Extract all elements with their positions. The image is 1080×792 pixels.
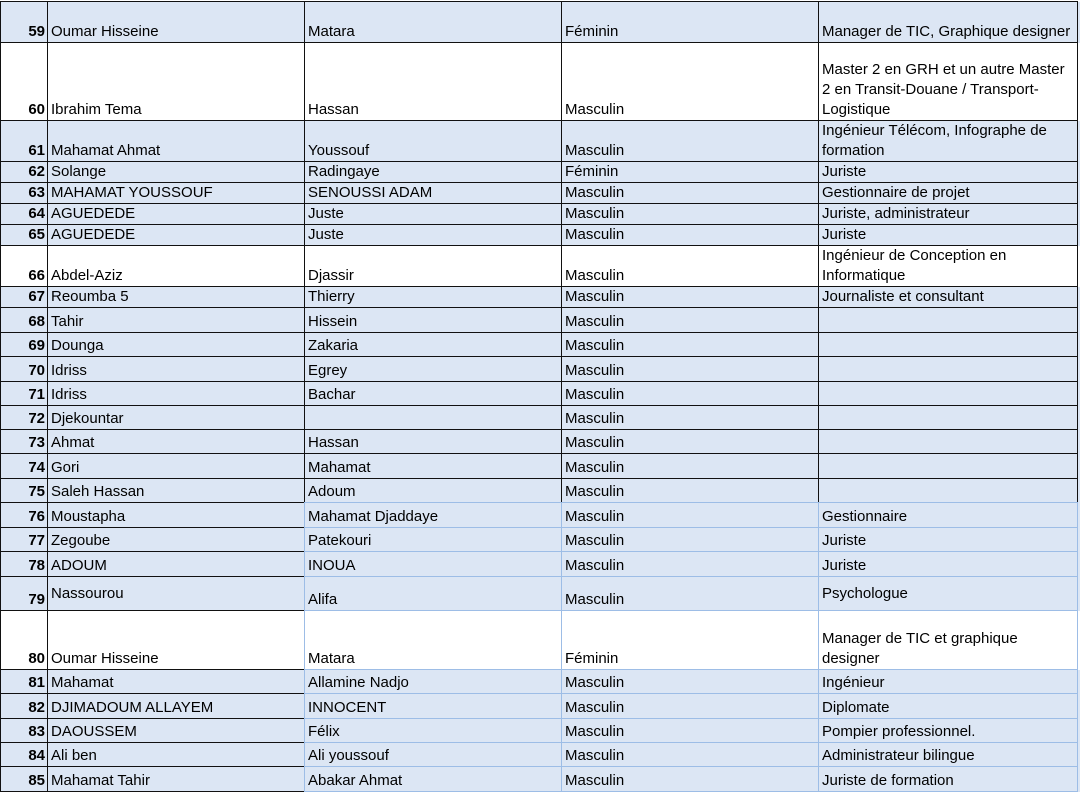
- table-row: [0, 719, 1080, 743]
- row-number-text: 85: [28, 772, 45, 789]
- gender-cell-text: Masculin: [565, 483, 625, 500]
- row-number[interactable]: [0, 405, 48, 430]
- table-row: [0, 357, 1080, 382]
- occupation-cell[interactable]: [818, 286, 1078, 308]
- occupation-cell[interactable]: [818, 693, 1078, 719]
- occupation-cell[interactable]: [818, 718, 1078, 743]
- occupation-cell-text: Manager de TIC, Graphique designer: [822, 23, 1071, 40]
- row-number-text: 70: [28, 362, 45, 379]
- gender-cell-text: Féminin: [565, 163, 619, 180]
- gender-cell-text: Masculin: [565, 747, 625, 764]
- first-name-cell[interactable]: [304, 610, 562, 670]
- table-row: [0, 2, 1080, 43]
- first-name-cell-text: SENOUSSI ADAM: [308, 184, 433, 201]
- row-number[interactable]: [0, 718, 48, 743]
- last-name-cell-text: Gori: [51, 459, 80, 476]
- last-name-cell[interactable]: [47, 478, 305, 503]
- last-name-cell-text: Ibrahim Tema: [51, 101, 142, 118]
- gender-cell[interactable]: [561, 551, 819, 577]
- gender-cell-text: Masculin: [565, 410, 625, 427]
- gender-cell[interactable]: [561, 718, 819, 743]
- gender-cell-text: Masculin: [565, 226, 625, 243]
- row-number-text: 61: [28, 142, 45, 159]
- occupation-cell-text: Gestionnaire de projet: [822, 184, 970, 201]
- gender-cell[interactable]: [561, 610, 819, 670]
- row-number[interactable]: [0, 693, 48, 719]
- last-name-cell[interactable]: [47, 551, 305, 577]
- gender-cell[interactable]: [561, 307, 819, 333]
- row-number-text: 79: [28, 591, 45, 608]
- occupation-cell-text: Ingénieur de Conception en Informatique: [822, 247, 1007, 284]
- last-name-cell[interactable]: [47, 742, 305, 767]
- row-number-text: 59: [28, 23, 45, 40]
- first-name-cell[interactable]: [304, 718, 562, 743]
- table-row: [0, 552, 1080, 577]
- row-number-text: 75: [28, 483, 45, 500]
- occupation-cell[interactable]: [818, 766, 1078, 792]
- first-name-cell-text: Juste: [308, 205, 344, 222]
- last-name-cell[interactable]: [47, 286, 305, 308]
- first-name-cell[interactable]: [304, 693, 562, 719]
- row-number[interactable]: [0, 356, 48, 382]
- gender-cell[interactable]: [561, 286, 819, 308]
- occupation-cell-text: Ingénieur: [822, 674, 885, 691]
- last-name-cell-text: Nassourou: [51, 584, 124, 602]
- occupation-cell-text: Ingénieur Télécom, Infographe de formation: [822, 122, 1047, 159]
- gender-cell[interactable]: [561, 405, 819, 430]
- last-name-cell-text: ADOUM: [51, 557, 107, 574]
- first-name-cell[interactable]: [304, 120, 562, 162]
- row-number-text: 69: [28, 337, 45, 354]
- table-row: [0, 308, 1080, 333]
- last-name-cell[interactable]: [47, 120, 305, 162]
- gender-cell[interactable]: [561, 527, 819, 552]
- row-number-text: 68: [28, 313, 45, 330]
- occupation-cell-text: Pompier professionnel.: [822, 723, 976, 740]
- row-number[interactable]: [0, 182, 48, 204]
- row-number-text: 80: [28, 650, 45, 667]
- last-name-cell[interactable]: [47, 453, 305, 479]
- gender-cell-text: Féminin: [565, 650, 619, 667]
- row-number[interactable]: [0, 224, 48, 246]
- first-name-cell-text: Patekouri: [308, 532, 372, 549]
- last-name-cell-text: Djekountar: [51, 410, 124, 427]
- gender-cell[interactable]: [561, 182, 819, 204]
- occupation-cell[interactable]: [818, 610, 1078, 670]
- table-row: [0, 670, 1080, 694]
- table-row: [0, 204, 1080, 225]
- last-name-cell-text: Saleh Hassan: [51, 483, 145, 500]
- row-number[interactable]: [0, 478, 48, 503]
- gender-cell-text: Masculin: [565, 288, 625, 305]
- gender-cell-text: Masculin: [565, 434, 625, 451]
- row-number-text: 60: [28, 101, 45, 118]
- first-name-cell-text: Matara: [308, 650, 355, 667]
- occupation-cell[interactable]: [818, 1, 1078, 43]
- row-number[interactable]: [0, 120, 48, 162]
- last-name-cell[interactable]: [47, 161, 305, 183]
- first-name-cell[interactable]: [304, 332, 562, 357]
- table-row: [0, 528, 1080, 552]
- gender-cell-text: Masculin: [565, 313, 625, 330]
- table-row: [0, 121, 1080, 162]
- table-row: [0, 479, 1080, 503]
- occupation-cell[interactable]: [818, 381, 1078, 406]
- occupation-cell-text: Juriste: [822, 532, 867, 549]
- gender-cell-text: Masculin: [565, 557, 625, 574]
- gender-cell-text: Masculin: [565, 184, 625, 201]
- gender-cell-text: Masculin: [565, 386, 625, 403]
- first-name-cell-text: Hassan: [308, 101, 359, 118]
- last-name-cell-text: Solange: [51, 163, 107, 180]
- row-number[interactable]: [0, 286, 48, 308]
- row-number-text: 77: [28, 532, 45, 549]
- gender-cell[interactable]: [561, 693, 819, 719]
- row-number[interactable]: [0, 245, 48, 287]
- last-name-cell[interactable]: [47, 429, 305, 454]
- row-number[interactable]: [0, 576, 48, 611]
- occupation-cell[interactable]: [818, 478, 1078, 503]
- row-number-text: 71: [28, 386, 45, 403]
- row-number[interactable]: [0, 307, 48, 333]
- row-number-text: 72: [28, 410, 45, 427]
- occupation-cell[interactable]: [818, 224, 1078, 246]
- last-name-cell-text: Dounga: [51, 337, 104, 354]
- last-name-cell-text: Tahir: [51, 313, 84, 330]
- table-row: [0, 246, 1080, 287]
- last-name-cell-text: Ahmat: [51, 434, 95, 451]
- occupation-cell[interactable]: [818, 669, 1078, 694]
- gender-cell[interactable]: [561, 478, 819, 503]
- gender-cell[interactable]: [561, 381, 819, 406]
- last-name-cell[interactable]: [47, 245, 305, 287]
- row-number-text: 66: [28, 267, 45, 284]
- table-row: [0, 430, 1080, 454]
- gender-cell[interactable]: [561, 332, 819, 357]
- row-number[interactable]: [0, 551, 48, 577]
- gender-cell[interactable]: [561, 120, 819, 162]
- gender-cell-text: Masculin: [565, 508, 625, 525]
- first-name-cell[interactable]: [304, 453, 562, 479]
- row-number[interactable]: [0, 203, 48, 225]
- occupation-cell[interactable]: [818, 42, 1078, 121]
- occupation-cell[interactable]: [818, 332, 1078, 357]
- row-number[interactable]: [0, 42, 48, 121]
- gender-cell[interactable]: [561, 669, 819, 694]
- last-name-cell[interactable]: [47, 669, 305, 694]
- table-row: [0, 454, 1080, 479]
- last-name-cell-text: Ali ben: [51, 747, 97, 764]
- gender-cell[interactable]: [561, 203, 819, 225]
- table-row: [0, 43, 1080, 121]
- last-name-cell[interactable]: [47, 718, 305, 743]
- row-number[interactable]: [0, 453, 48, 479]
- occupation-cell-text: Diplomate: [822, 699, 890, 716]
- first-name-cell-text: Matara: [308, 23, 355, 40]
- occupation-cell[interactable]: [818, 576, 1078, 611]
- first-name-cell-text: INNOCENT: [308, 699, 387, 716]
- first-name-cell-text: Abakar Ahmat: [308, 772, 403, 789]
- row-number-text: 76: [28, 508, 45, 525]
- row-number[interactable]: [0, 381, 48, 406]
- last-name-cell-text: Moustapha: [51, 508, 126, 525]
- first-name-cell[interactable]: [304, 405, 562, 430]
- last-name-cell[interactable]: [47, 693, 305, 719]
- last-name-cell[interactable]: [47, 405, 305, 430]
- last-name-cell[interactable]: [47, 332, 305, 357]
- gender-cell[interactable]: [561, 42, 819, 121]
- first-name-cell[interactable]: [304, 182, 562, 204]
- first-name-cell[interactable]: [304, 203, 562, 225]
- first-name-cell[interactable]: [304, 527, 562, 552]
- occupation-cell[interactable]: [818, 307, 1078, 333]
- row-number[interactable]: [0, 429, 48, 454]
- gender-cell[interactable]: [561, 429, 819, 454]
- row-number[interactable]: [0, 669, 48, 694]
- gender-cell-text: Masculin: [565, 267, 625, 284]
- last-name-cell[interactable]: [47, 766, 305, 792]
- occupation-cell-text: Gestionnaire: [822, 508, 908, 525]
- first-name-cell-text: Félix: [308, 723, 340, 740]
- occupation-cell[interactable]: [818, 120, 1078, 162]
- last-name-cell-text: Idriss: [51, 362, 87, 379]
- last-name-cell-text: MAHAMAT YOUSSOUF: [51, 184, 213, 201]
- first-name-cell-text: Egrey: [308, 362, 348, 379]
- last-name-cell-text: AGUEDEDE: [51, 205, 136, 222]
- first-name-cell[interactable]: [304, 669, 562, 694]
- last-name-cell[interactable]: [47, 576, 305, 611]
- gender-cell-text: Masculin: [565, 101, 625, 118]
- last-name-cell-text: Mahamat: [51, 674, 114, 691]
- row-number-text: 62: [28, 163, 45, 180]
- occupation-cell-text: Journaliste et consultant: [822, 288, 984, 305]
- occupation-cell-text: Juriste: [822, 557, 867, 574]
- gender-cell[interactable]: [561, 356, 819, 382]
- gender-cell[interactable]: [561, 224, 819, 246]
- gender-cell-text: Masculin: [565, 142, 625, 159]
- row-number[interactable]: [0, 1, 48, 43]
- first-name-cell[interactable]: [304, 381, 562, 406]
- table-row: [0, 694, 1080, 719]
- first-name-cell-text: Radingaye: [308, 163, 380, 180]
- row-number-text: 82: [28, 699, 45, 716]
- gender-cell-text: Masculin: [565, 723, 625, 740]
- first-name-cell[interactable]: [304, 1, 562, 43]
- table-row: [0, 503, 1080, 528]
- last-name-cell-text: Zegoube: [51, 532, 111, 549]
- last-name-cell-text: Mahamat Tahir: [51, 772, 150, 789]
- gender-cell-text: Masculin: [565, 674, 625, 691]
- first-name-cell[interactable]: [304, 307, 562, 333]
- first-name-cell-text: Djassir: [308, 267, 354, 284]
- last-name-cell[interactable]: [47, 502, 305, 528]
- first-name-cell[interactable]: [304, 742, 562, 767]
- gender-cell-text: Masculin: [565, 591, 625, 608]
- row-number-text: 65: [28, 226, 45, 243]
- gender-cell[interactable]: [561, 576, 819, 611]
- table-row: [0, 287, 1080, 308]
- last-name-cell-text: Oumar Hisseine: [51, 23, 159, 40]
- row-number[interactable]: [0, 332, 48, 357]
- last-name-cell[interactable]: [47, 356, 305, 382]
- row-number-text: 63: [28, 184, 45, 201]
- occupation-cell-text: Administrateur bilingue: [822, 747, 975, 764]
- first-name-cell-text: Hissein: [308, 313, 358, 330]
- first-name-cell-text: Ali youssouf: [308, 747, 389, 764]
- occupation-cell[interactable]: [818, 453, 1078, 479]
- gender-cell-text: Masculin: [565, 362, 625, 379]
- first-name-cell-text: Mahamat: [308, 459, 371, 476]
- gender-cell[interactable]: [561, 161, 819, 183]
- table-row: [0, 577, 1080, 611]
- row-number[interactable]: [0, 610, 48, 670]
- table-row: [0, 225, 1080, 246]
- occupation-cell-text: Psychologue: [822, 584, 908, 602]
- first-name-cell-text: Hassan: [308, 434, 359, 451]
- first-name-cell-text: Juste: [308, 226, 344, 243]
- occupation-cell-text: Master 2 en GRH et un autre Master 2 en Transit-Douane / Transport-Logistique: [822, 61, 1065, 118]
- occupation-cell-text: Juriste de formation: [822, 772, 954, 789]
- first-name-cell-text: Zakaria: [308, 337, 359, 354]
- first-name-cell[interactable]: [304, 478, 562, 503]
- first-name-cell-text: Alifa: [308, 591, 338, 608]
- first-name-cell[interactable]: [304, 766, 562, 792]
- first-name-cell-text: Thierry: [308, 288, 355, 305]
- table-row: [0, 611, 1080, 670]
- first-name-cell[interactable]: [304, 42, 562, 121]
- first-name-cell-text: Bachar: [308, 386, 356, 403]
- gender-cell[interactable]: [561, 502, 819, 528]
- first-name-cell-text: Allamine Nadjo: [308, 674, 409, 691]
- occupation-cell[interactable]: [818, 551, 1078, 577]
- row-number[interactable]: [0, 527, 48, 552]
- gender-cell-text: Masculin: [565, 772, 625, 789]
- occupation-cell-text: Manager de TIC et graphique designer: [822, 630, 1018, 667]
- last-name-cell[interactable]: [47, 307, 305, 333]
- first-name-cell[interactable]: [304, 429, 562, 454]
- last-name-cell-text: Abdel-Aziz: [51, 267, 123, 284]
- last-name-cell[interactable]: [47, 381, 305, 406]
- row-number[interactable]: [0, 742, 48, 767]
- first-name-cell-text: Youssouf: [308, 142, 370, 159]
- occupation-cell-text: Juriste: [822, 226, 867, 243]
- row-number[interactable]: [0, 502, 48, 528]
- occupation-cell-text: Juriste, administrateur: [822, 205, 970, 222]
- occupation-cell-text: Juriste: [822, 163, 867, 180]
- first-name-cell[interactable]: [304, 356, 562, 382]
- last-name-cell-text: Reoumba 5: [51, 288, 129, 305]
- first-name-cell[interactable]: [304, 502, 562, 528]
- last-name-cell[interactable]: [47, 42, 305, 121]
- occupation-cell[interactable]: [818, 356, 1078, 382]
- last-name-cell-text: Idriss: [51, 386, 87, 403]
- gender-cell[interactable]: [561, 742, 819, 767]
- occupation-cell[interactable]: [818, 502, 1078, 528]
- last-name-cell[interactable]: [47, 1, 305, 43]
- first-name-cell[interactable]: [304, 224, 562, 246]
- table-row: [0, 382, 1080, 406]
- row-number[interactable]: [0, 766, 48, 792]
- occupation-cell[interactable]: [818, 203, 1078, 225]
- first-name-cell-text: Mahamat Djaddaye: [308, 508, 439, 525]
- occupation-cell[interactable]: [818, 742, 1078, 767]
- last-name-cell[interactable]: [47, 182, 305, 204]
- gender-cell-text: Masculin: [565, 532, 625, 549]
- gender-cell-text: Masculin: [565, 205, 625, 222]
- last-name-cell[interactable]: [47, 610, 305, 670]
- occupation-cell[interactable]: [818, 527, 1078, 552]
- row-number-text: 64: [28, 205, 45, 222]
- row-number-text: 83: [28, 723, 45, 740]
- gender-cell-text: Masculin: [565, 337, 625, 354]
- row-number-text: 73: [28, 434, 45, 451]
- last-name-cell-text: DJIMADOUM ALLAYEM: [51, 699, 214, 716]
- occupation-cell[interactable]: [818, 245, 1078, 287]
- gender-cell-text: Féminin: [565, 23, 619, 40]
- gender-cell[interactable]: [561, 453, 819, 479]
- gender-cell[interactable]: [561, 766, 819, 792]
- last-name-cell[interactable]: [47, 203, 305, 225]
- gender-cell[interactable]: [561, 1, 819, 43]
- last-name-cell[interactable]: [47, 527, 305, 552]
- table-row: [0, 743, 1080, 767]
- first-name-cell-text: Adoum: [308, 483, 356, 500]
- last-name-cell-text: DAOUSSEM: [51, 723, 137, 740]
- table-row: [0, 406, 1080, 430]
- table-row: [0, 183, 1080, 204]
- gender-cell-text: Masculin: [565, 459, 625, 476]
- row-number-text: 84: [28, 747, 45, 764]
- row-number-text: 67: [28, 288, 45, 305]
- row-number[interactable]: [0, 161, 48, 183]
- occupation-cell[interactable]: [818, 182, 1078, 204]
- occupation-cell[interactable]: [818, 429, 1078, 454]
- table-row: [0, 333, 1080, 357]
- occupation-cell[interactable]: [818, 161, 1078, 183]
- row-number-text: 78: [28, 557, 45, 574]
- gender-cell[interactable]: [561, 245, 819, 287]
- row-number-text: 81: [28, 674, 45, 691]
- first-name-cell[interactable]: [304, 161, 562, 183]
- gender-cell-text: Masculin: [565, 699, 625, 716]
- spreadsheet-table: [0, 2, 1080, 792]
- first-name-cell[interactable]: [304, 576, 562, 611]
- first-name-cell[interactable]: [304, 245, 562, 287]
- occupation-cell[interactable]: [818, 405, 1078, 430]
- first-name-cell-text: INOUA: [308, 557, 356, 574]
- last-name-cell-text: AGUEDEDE: [51, 226, 136, 243]
- last-name-cell-text: Mahamat Ahmat: [51, 142, 161, 159]
- first-name-cell[interactable]: [304, 286, 562, 308]
- first-name-cell[interactable]: [304, 551, 562, 577]
- table-row: [0, 767, 1080, 792]
- last-name-cell-text: Oumar Hisseine: [51, 650, 159, 667]
- last-name-cell[interactable]: [47, 224, 305, 246]
- table-row: [0, 162, 1080, 183]
- row-number-text: 74: [28, 459, 45, 476]
